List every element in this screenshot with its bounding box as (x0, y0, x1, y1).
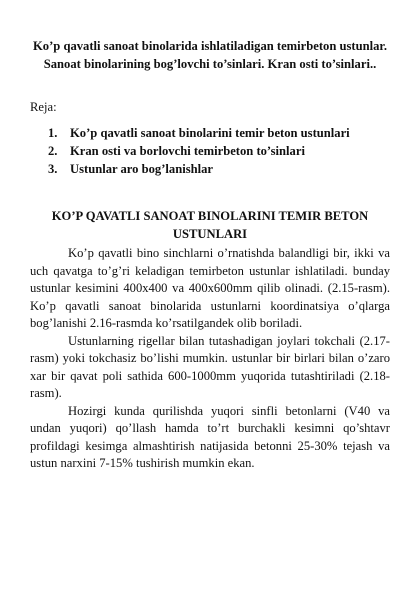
plan-item-text: Ustunlar aro bog’lanishlar (70, 162, 213, 176)
plan-item-number: 1. (48, 126, 58, 140)
paragraph: Hozirgi kunda qurilishda yuqori sinfli betonlarni (V40 va undan yuqori) qo’llash hamda to’rt burchakli kesimni qo’shtavr profildagi kesimga almashtirish natijasida betonni 25-30% tejash va ustun narxini 7-15% tushirish mumkin ekan. (30, 403, 390, 470)
plan-item-number: 2. (48, 144, 58, 158)
plan-list (48, 124, 350, 178)
paragraph: Ko’p qavatli bino sinchlarni o’rnatishda balandligi bir, ikki va uch qavatga to’g’ri keladigan temirbeton ustunlar ishlatiladi. bunday ustunlar kesimini 400x400 va 400x600mm qilib olinadi. (2.15-rasm). Ko’p qavatli sanoat binolarida ustunlarni koordinatsiya o’qlarga bog’lanishi 2.16-rasmda ko’rsatilgandek olib boriladi. (30, 246, 390, 330)
body-text (30, 245, 390, 473)
paragraph: Ustunlarning rigellar bilan tutashadigan joylari tokchali (2.17-rasm) yoki tokchasiz bo’lishi mumkin. ustunlar bir birlari bilan o’zaro xar bir qavat poli sathida 600-1000mm yuqorida tutashtiriladi (2.18-rasm). (30, 333, 390, 400)
document-title: Ko’p qavatli sanoat binolarida ishlatiladigan temirbeton ustunlar. Sanoat binolarining bog’lovchi to’sinlari. Kran osti to’sinlari.. (33, 39, 387, 71)
section-heading: KO’P QAVATLI SANOAT BINOLARINI TEMIR BETON USTUNLARI (51, 209, 369, 241)
plan-item (48, 124, 350, 142)
plan-item-text: Ko’p qavatli sanoat binolarini temir beton ustunlari (70, 126, 350, 140)
plan-item-number: 3. (48, 162, 58, 176)
plan-item (48, 142, 350, 160)
plan-label: Reja: (30, 100, 57, 114)
plan-item-text: Kran osti va borlovchi temirbeton to’sinlari (70, 144, 305, 158)
plan-item (48, 160, 350, 178)
